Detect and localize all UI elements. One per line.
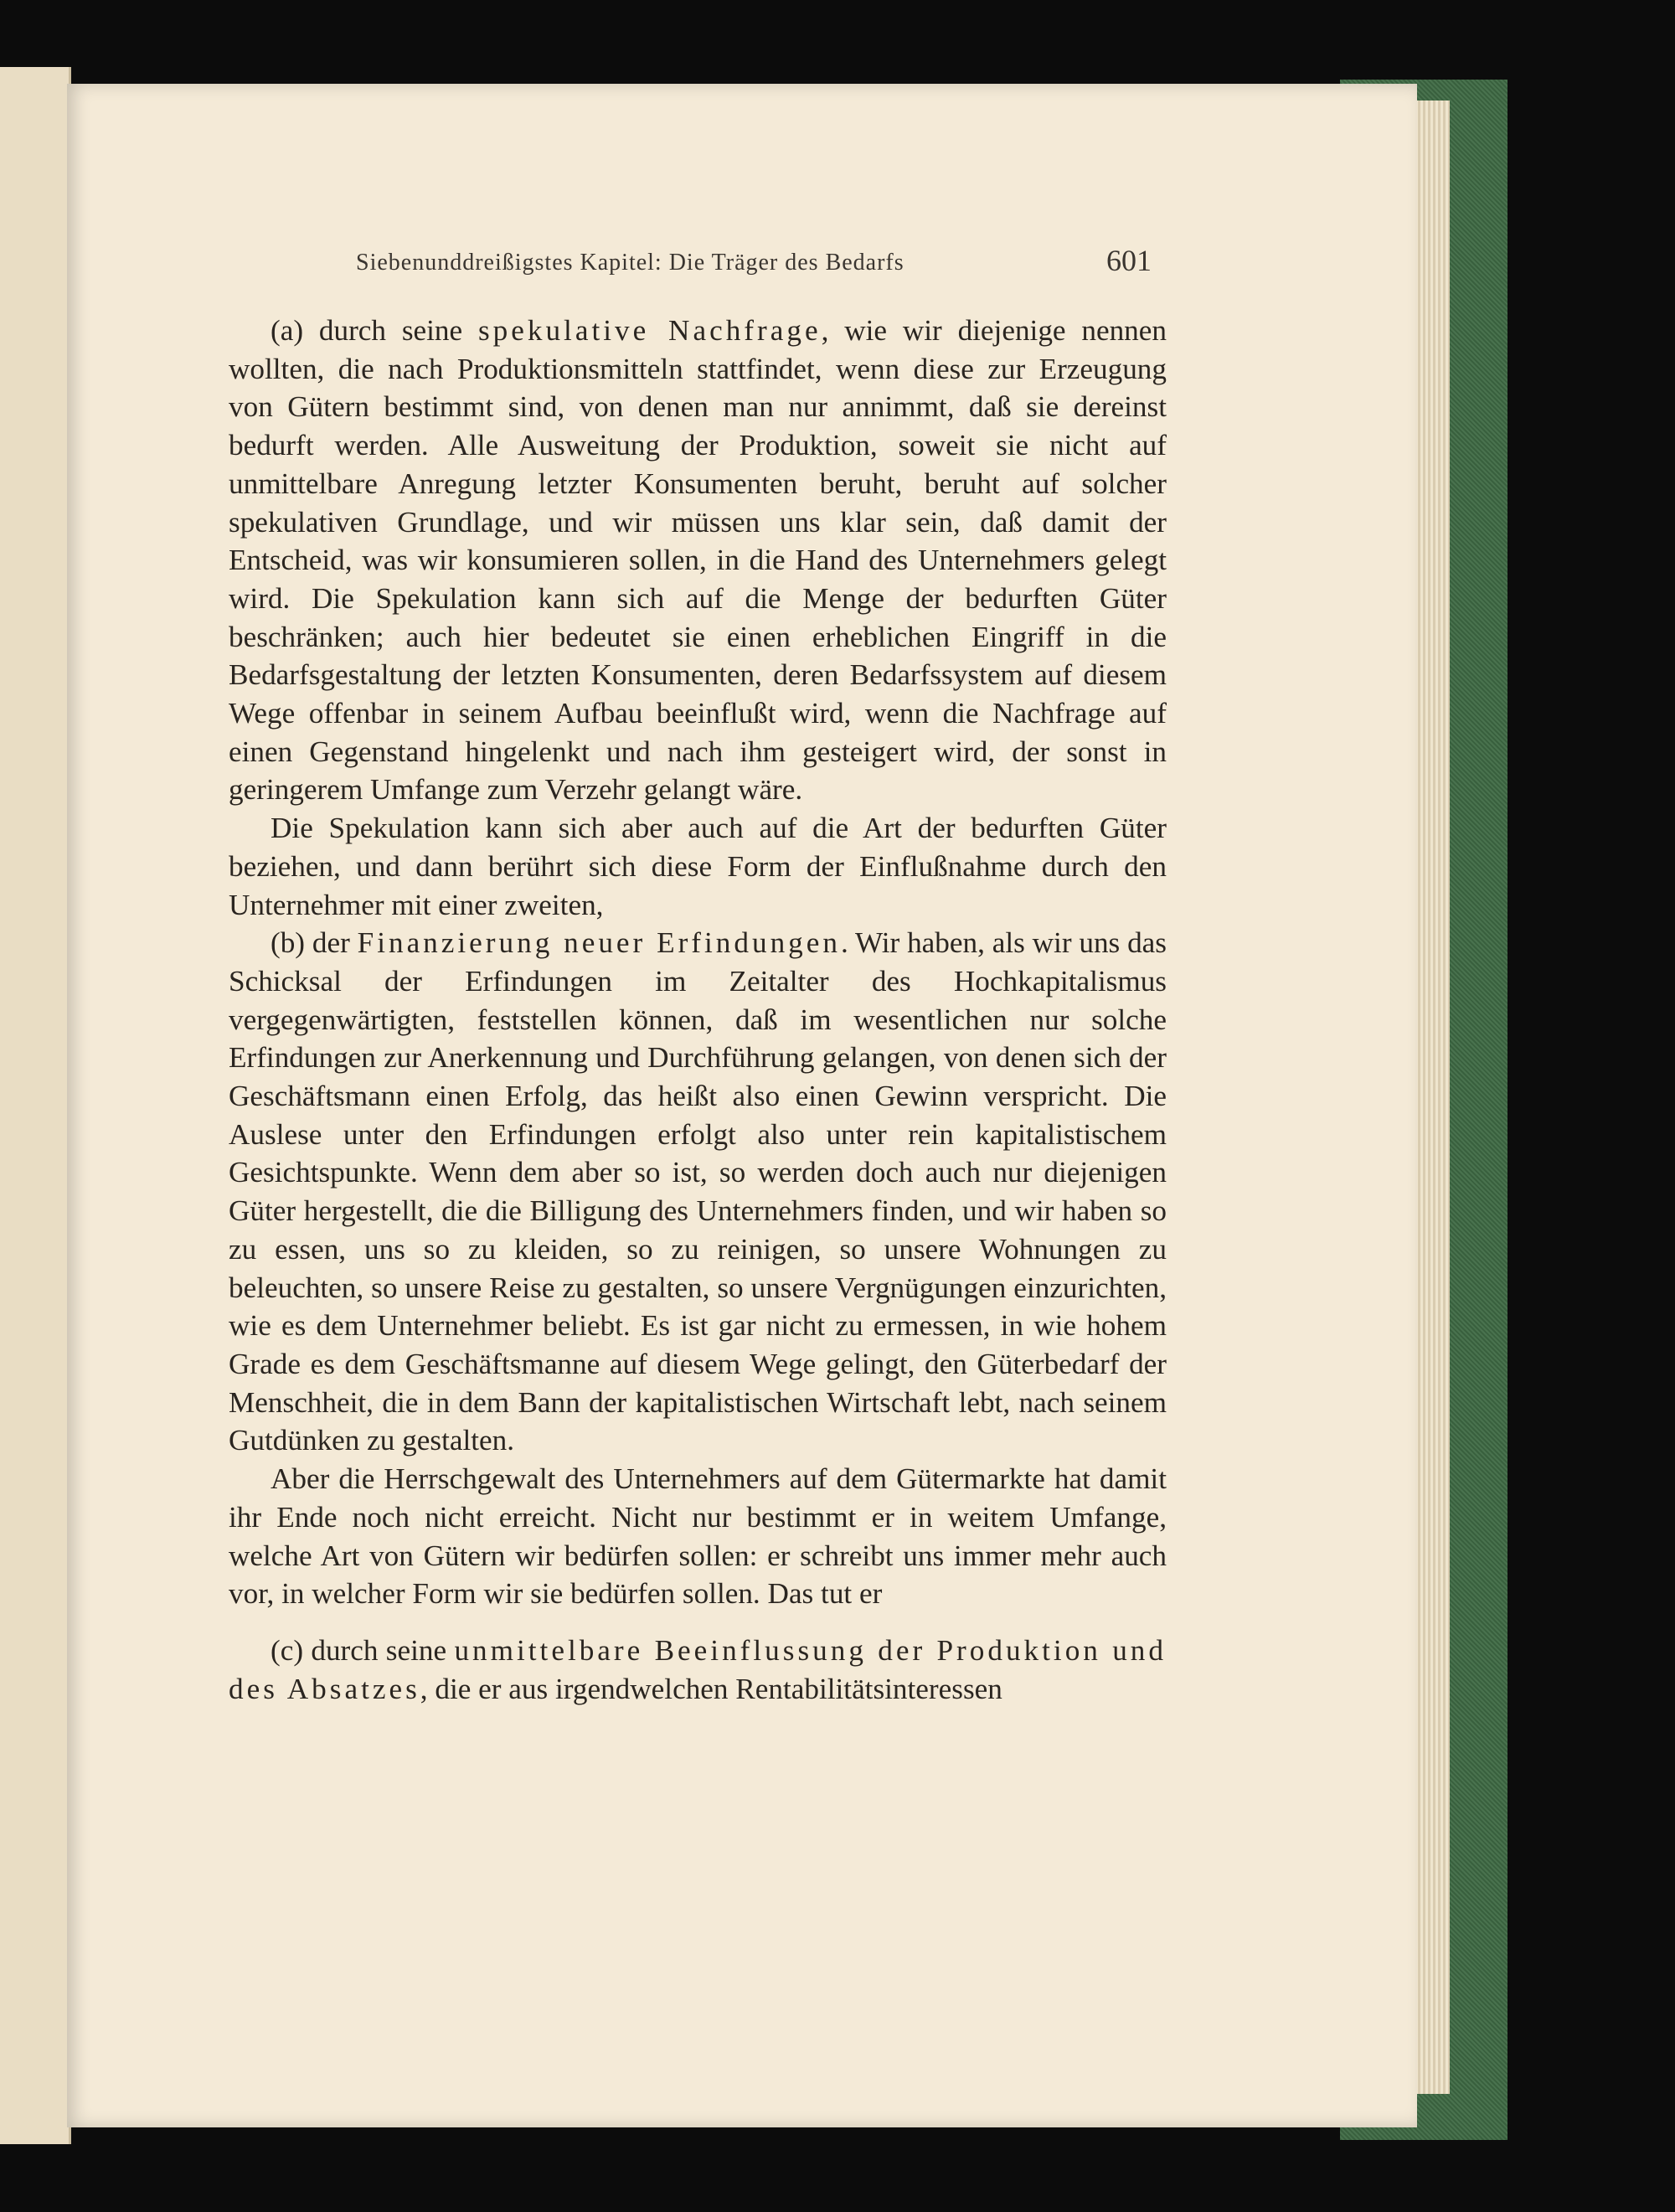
paragraph-c — [229, 1632, 1167, 1708]
paragraph-text: (c) durch seine — [271, 1633, 455, 1667]
paragraph-text: (a) durch seine — [271, 314, 478, 347]
paragraph-text: Die Spekulation kann sich aber auch auf die Art der bedurften Güter beziehen, und dann berührt sich diese Form der Einflußnahme durch den Unternehmer mit einer zweiten, — [229, 812, 1167, 921]
paragraph-text: . Wir haben, als wir uns das Schicksal der Erfindungen im Zeitalter des Hochkapitalismus vergegenwärtigten, feststellen können, daß im wesentlichen nur solche Erfindungen zur Anerkennung und Durchführung gelangen, von denen sich der Geschäftsmann einen Erfolg, das heißt also einen Gewinn verspricht. Die Auslese unter den Erfindungen erfolgt also unter rein kapitalistischem Gesichtspunkte. Wenn dem aber so ist, so werden doch auch nur diejenigen Güter hergestellt, die die Billigung des Unternehmers finden, und wir haben so zu essen, uns so zu kleiden, so zu reinigen, so unsere Wohnungen zu beleuchten, so unsere Reise zu gestalten, so unsere Vergnügungen einzurichten, wie es dem Unternehmer beliebt. Es ist gar nicht zu ermessen, in wie hohem Grade es dem Geschäftsmanne auf diesem Wege gelingt, den Güterbedarf der Menschheit, die in dem Bann der kapitalistischen Wirtschaft lebt, nach seinem Gutdünken zu gestalten. — [229, 926, 1167, 1457]
spaced-emphasis: unmittelbare Beeinflussung der Produktion und des Absatzes — [229, 1633, 1167, 1705]
paragraph-text: , die er aus irgendwelchen Rentabilitätsinteressen — [420, 1672, 1002, 1705]
running-title: Siebenunddreißigstes Kapitel: Die Träger des Bedarfs — [356, 250, 904, 276]
paragraph-a — [229, 312, 1167, 809]
paragraph-b — [229, 924, 1167, 1460]
running-header — [356, 244, 1152, 277]
body-text — [229, 312, 1167, 1708]
paragraph-text: Aber die Herrschgewalt des Unternehmers auf dem Gütermarkte hat damit ihr Ende noch nicht erreicht. Nicht nur bestimmt er in weitem Umfange, welche Art von Gütern wir bedürfen sollen: er schreibt uns immer mehr auch vor, in welcher Form wir sie bedürfen sollen. Das tut er — [229, 1462, 1167, 1611]
paragraph-text: , wie wir diejenige nennen wollten, die nach Produktionsmitteln stattfindet, wenn diese zur Erzeugung von Gütern bestimmt sind, von denen man nur annimmt, daß sie dereinst bedurft werden. Alle Ausweitung der Produktion, soweit sie nicht auf unmittelbare Anregung letzter Konsumenten beruht, beruht auf solcher spekulativen Grundlage, und wir müssen uns klar sein, daß damit der Entscheid, was wir konsumieren sollen, in die Hand des Unternehmers gelegt wird. Die Spekulation kann sich auf die Menge der bedurften Güter beschränken; auch hier bedeutet sie einen erheblichen Eingriff in die Bedarfsgestaltung der letzten Konsumenten, deren Bedarfssystem auf diesem Wege offenbar in seinem Aufbau beeinflußt wird, wenn die Nachfrage auf einen Gegenstand hingelenkt und nach ihm gesteigert wird, der sonst in geringerem Umfange zum Verzehr gelangt wäre. — [229, 314, 1167, 807]
paragraph-herrschgewalt — [229, 1460, 1167, 1613]
previous-page-edge — [0, 67, 71, 2144]
page-number: 601 — [1106, 244, 1152, 277]
paragraph-speculation — [229, 809, 1167, 924]
paragraph-text: (b) der — [271, 926, 358, 960]
spaced-emphasis: Finanzierung neuer Erfindungen — [357, 926, 841, 960]
spaced-emphasis: spekulative Nachfrage — [477, 314, 822, 347]
